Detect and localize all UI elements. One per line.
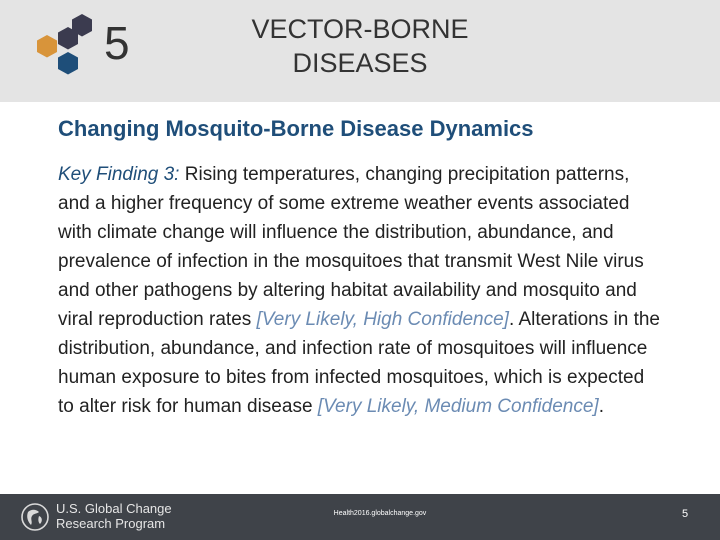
hexagon-cluster-icon bbox=[22, 12, 102, 82]
confidence-statement-1: [Very Likely, High Confidence] bbox=[256, 309, 509, 330]
footer-org-line-2: Research Program bbox=[56, 516, 166, 531]
chapter-title bbox=[230, 12, 490, 80]
footer-org-line-1: U.S. Global Change bbox=[56, 501, 172, 516]
footer-organization bbox=[56, 501, 172, 531]
footer-bar bbox=[0, 494, 720, 540]
chapter-title-line-2: DISEASES bbox=[292, 48, 428, 78]
globe-seal-icon bbox=[20, 502, 50, 532]
footer-url[interactable]: Health2016.globalchange.gov bbox=[333, 510, 427, 517]
chapter-header bbox=[0, 0, 720, 102]
key-finding-text-3: . bbox=[598, 396, 604, 417]
page-number: 5 bbox=[681, 508, 689, 520]
slide-subtitle: Changing Mosquito-Borne Disease Dynamics bbox=[58, 116, 534, 141]
chapter-number: 5 bbox=[104, 17, 130, 69]
chapter-title-line-1: VECTOR-BORNE bbox=[251, 14, 469, 44]
key-finding-label: Key Finding 3: bbox=[58, 164, 180, 185]
key-finding-text-2: . Alterations in the distribution, abundance, and infection rate of mosquitoes will influence human exposure to bites from infected mosquitoes, which is expected to alter risk for human disease bbox=[58, 309, 660, 417]
key-finding-paragraph bbox=[58, 160, 664, 421]
confidence-statement-2: [Very Likely, Medium Confidence] bbox=[317, 396, 599, 417]
key-finding-text-1: Rising temperatures, changing precipitation patterns, and a higher frequency of some extreme weather events associated with climate change will influence the distribution, abundance, and prevalence of infection in the mosquitoes that transmit West Nile virus and other pathogens by altering habitat availability and mosquito and viral reproduction rates bbox=[58, 164, 644, 330]
